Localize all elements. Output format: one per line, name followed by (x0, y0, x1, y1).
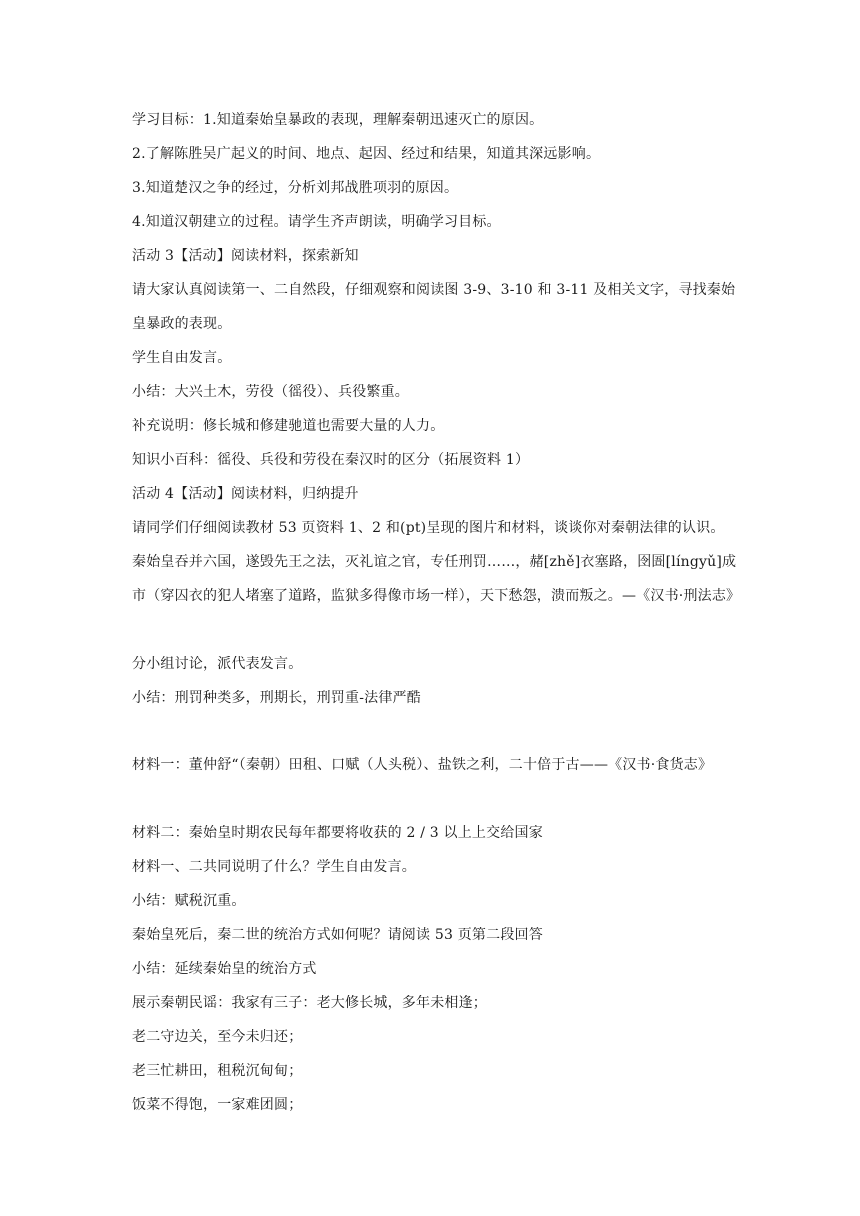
activity-3-heading: 活动 3【活动】阅读材料，探索新知 (132, 248, 359, 264)
knowledge-box: 知识小百科：徭役、兵役和劳役在秦汉时的区分（拓展资料 1） (132, 452, 530, 468)
ballad-line-2: 老二守边关，至今未归还； (132, 1029, 303, 1045)
ballad-line-3: 老三忙耕田，租税沉甸甸； (132, 1063, 303, 1079)
learning-goal-2: 2.了解陈胜吴广起义的时间、地点、起因、经过和结果，知道其深远影响。 (132, 146, 601, 162)
activity-4-heading: 活动 4【活动】阅读材料，归纳提升 (132, 486, 359, 502)
ballad-line-1: 展示秦朝民谣：我家有三子：老大修长城，多年未相逢； (132, 995, 487, 1011)
learning-goal-3: 3.知道楚汉之争的经过，分析刘邦战胜项羽的原因。 (132, 180, 459, 196)
student-speak-1: 学生自由发言。 (132, 350, 232, 366)
summary-labor: 小结：大兴土木，劳役（徭役）、兵役繁重。 (132, 384, 409, 400)
summary-continue: 小结：延续秦始皇的统治方式 (132, 961, 317, 977)
material-2: 材料二：秦始皇时期农民每年都要将收获的 2 / 3 以上上交给国家 (132, 825, 543, 841)
ballad-line-4: 饭菜不得饱，一家难团圆； (132, 1097, 303, 1113)
material-question: 材料一、二共同说明了什么？学生自由发言。 (132, 859, 416, 875)
learning-goal-1: 学习目标：1.知道秦始皇暴政的表现，理解秦朝迅速灭亡的原因。 (132, 112, 544, 128)
summary-tax: 小结：赋税沉重。 (132, 893, 246, 909)
activity-3-instruction: 请大家认真阅读第一、二自然段，仔细观察和阅读图 3-9、3-10 和 3-11 及相关文字，寻找秦始皇暴政的表现。 (132, 282, 736, 332)
learning-goal-4: 4.知道汉朝建立的过程。请学生齐声朗读，明确学习目标。 (132, 214, 501, 230)
material-1: 材料一：董仲舒“（秦朝）田租、口赋（人头税）、盐铁之利，二十倍于古——《汉书·食货志》 (132, 757, 713, 773)
supplement-note: 补充说明：修长城和修建驰道也需要大量的人力。 (132, 418, 445, 434)
group-discussion: 分小组讨论，派代表发言。 (132, 656, 303, 672)
summary-law: 小结：刑罚种类多，刑期长，刑罚重-法律严酷 (132, 690, 421, 706)
activity-4-instruction: 请同学们仔细阅读教材 53 页资料 1、2 和(pt)呈现的图片和材料，谈谈你对秦朝法律的认识。 (132, 520, 725, 536)
hanshu-quote: 秦始皇吞并六国，遂毁先王之法，灭礼谊之官，专任刑罚……，赭[zhě]衣塞路，囹圄[língyǔ]成市（穿囚衣的犯人堵塞了道路，监狱多得像市场一样），天下愁怨，溃而叛之。—《汉书·刑法志》 (132, 554, 741, 604)
qin-ershi-question: 秦始皇死后，秦二世的统治方式如何呢？请阅读 53 页第二段回答 (132, 927, 543, 943)
